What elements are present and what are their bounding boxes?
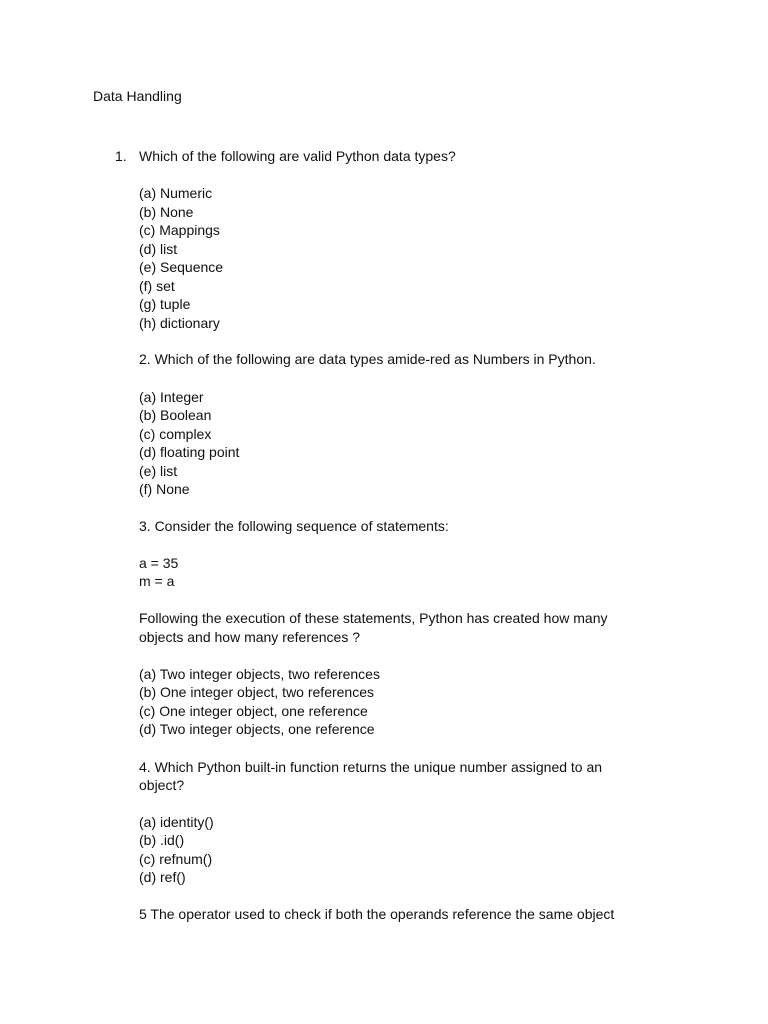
q3-followup: Following the execution of these statements, Python has created how many: [139, 610, 608, 626]
q3-option: (a) Two integer objects, two references: [139, 666, 380, 682]
q1-option: (c) Mappings: [139, 222, 220, 238]
q3-followup: objects and how many references ?: [139, 629, 361, 645]
q2-option: (f) None: [139, 481, 190, 497]
q3-option: (c) One integer object, one reference: [139, 703, 368, 719]
q3-option: (d) Two integer objects, one reference: [139, 721, 375, 737]
q1-option: (a) Numeric: [139, 185, 213, 201]
q1-number: 1.: [115, 148, 127, 164]
q4-option: (a) identity(): [139, 814, 214, 830]
q2-option: (c) complex: [139, 426, 212, 442]
q3-option: (b) One integer object, two references: [139, 684, 375, 700]
q1-option: (d) list: [139, 241, 178, 257]
q1-option: (f) set: [139, 278, 175, 294]
q1-option: (e) Sequence: [139, 259, 224, 275]
document-title: Data Handling: [93, 88, 182, 104]
q1-option: (b) None: [139, 204, 194, 220]
q2-option: (e) list: [139, 463, 178, 479]
q4-option: (d) ref(): [139, 869, 186, 885]
q2-option: (d) floating point: [139, 444, 240, 460]
q2-option: (b) Boolean: [139, 407, 212, 423]
q1-question: Which of the following are valid Python data types?: [139, 148, 456, 164]
q1-option: (g) tuple: [139, 296, 191, 312]
q4-question: 4. Which Python built-in function returns the unique number assigned to an: [139, 759, 603, 775]
q4-option: (b) .id(): [139, 832, 185, 848]
q3-code-line: a = 35: [139, 555, 179, 571]
q4-option: (c) refnum(): [139, 851, 213, 867]
q2-option: (a) Integer: [139, 389, 204, 405]
q3-question: 3. Consider the following sequence of statements:: [139, 518, 449, 534]
q3-code-line: m = a: [139, 573, 175, 589]
q4-question: object?: [139, 777, 185, 793]
q2-question: 2. Which of the following are data types amide-red as Numbers in Python.: [139, 351, 596, 367]
q5-question: 5 The operator used to check if both the operands reference the same object: [139, 906, 615, 922]
q1-option: (h) dictionary: [139, 315, 220, 331]
